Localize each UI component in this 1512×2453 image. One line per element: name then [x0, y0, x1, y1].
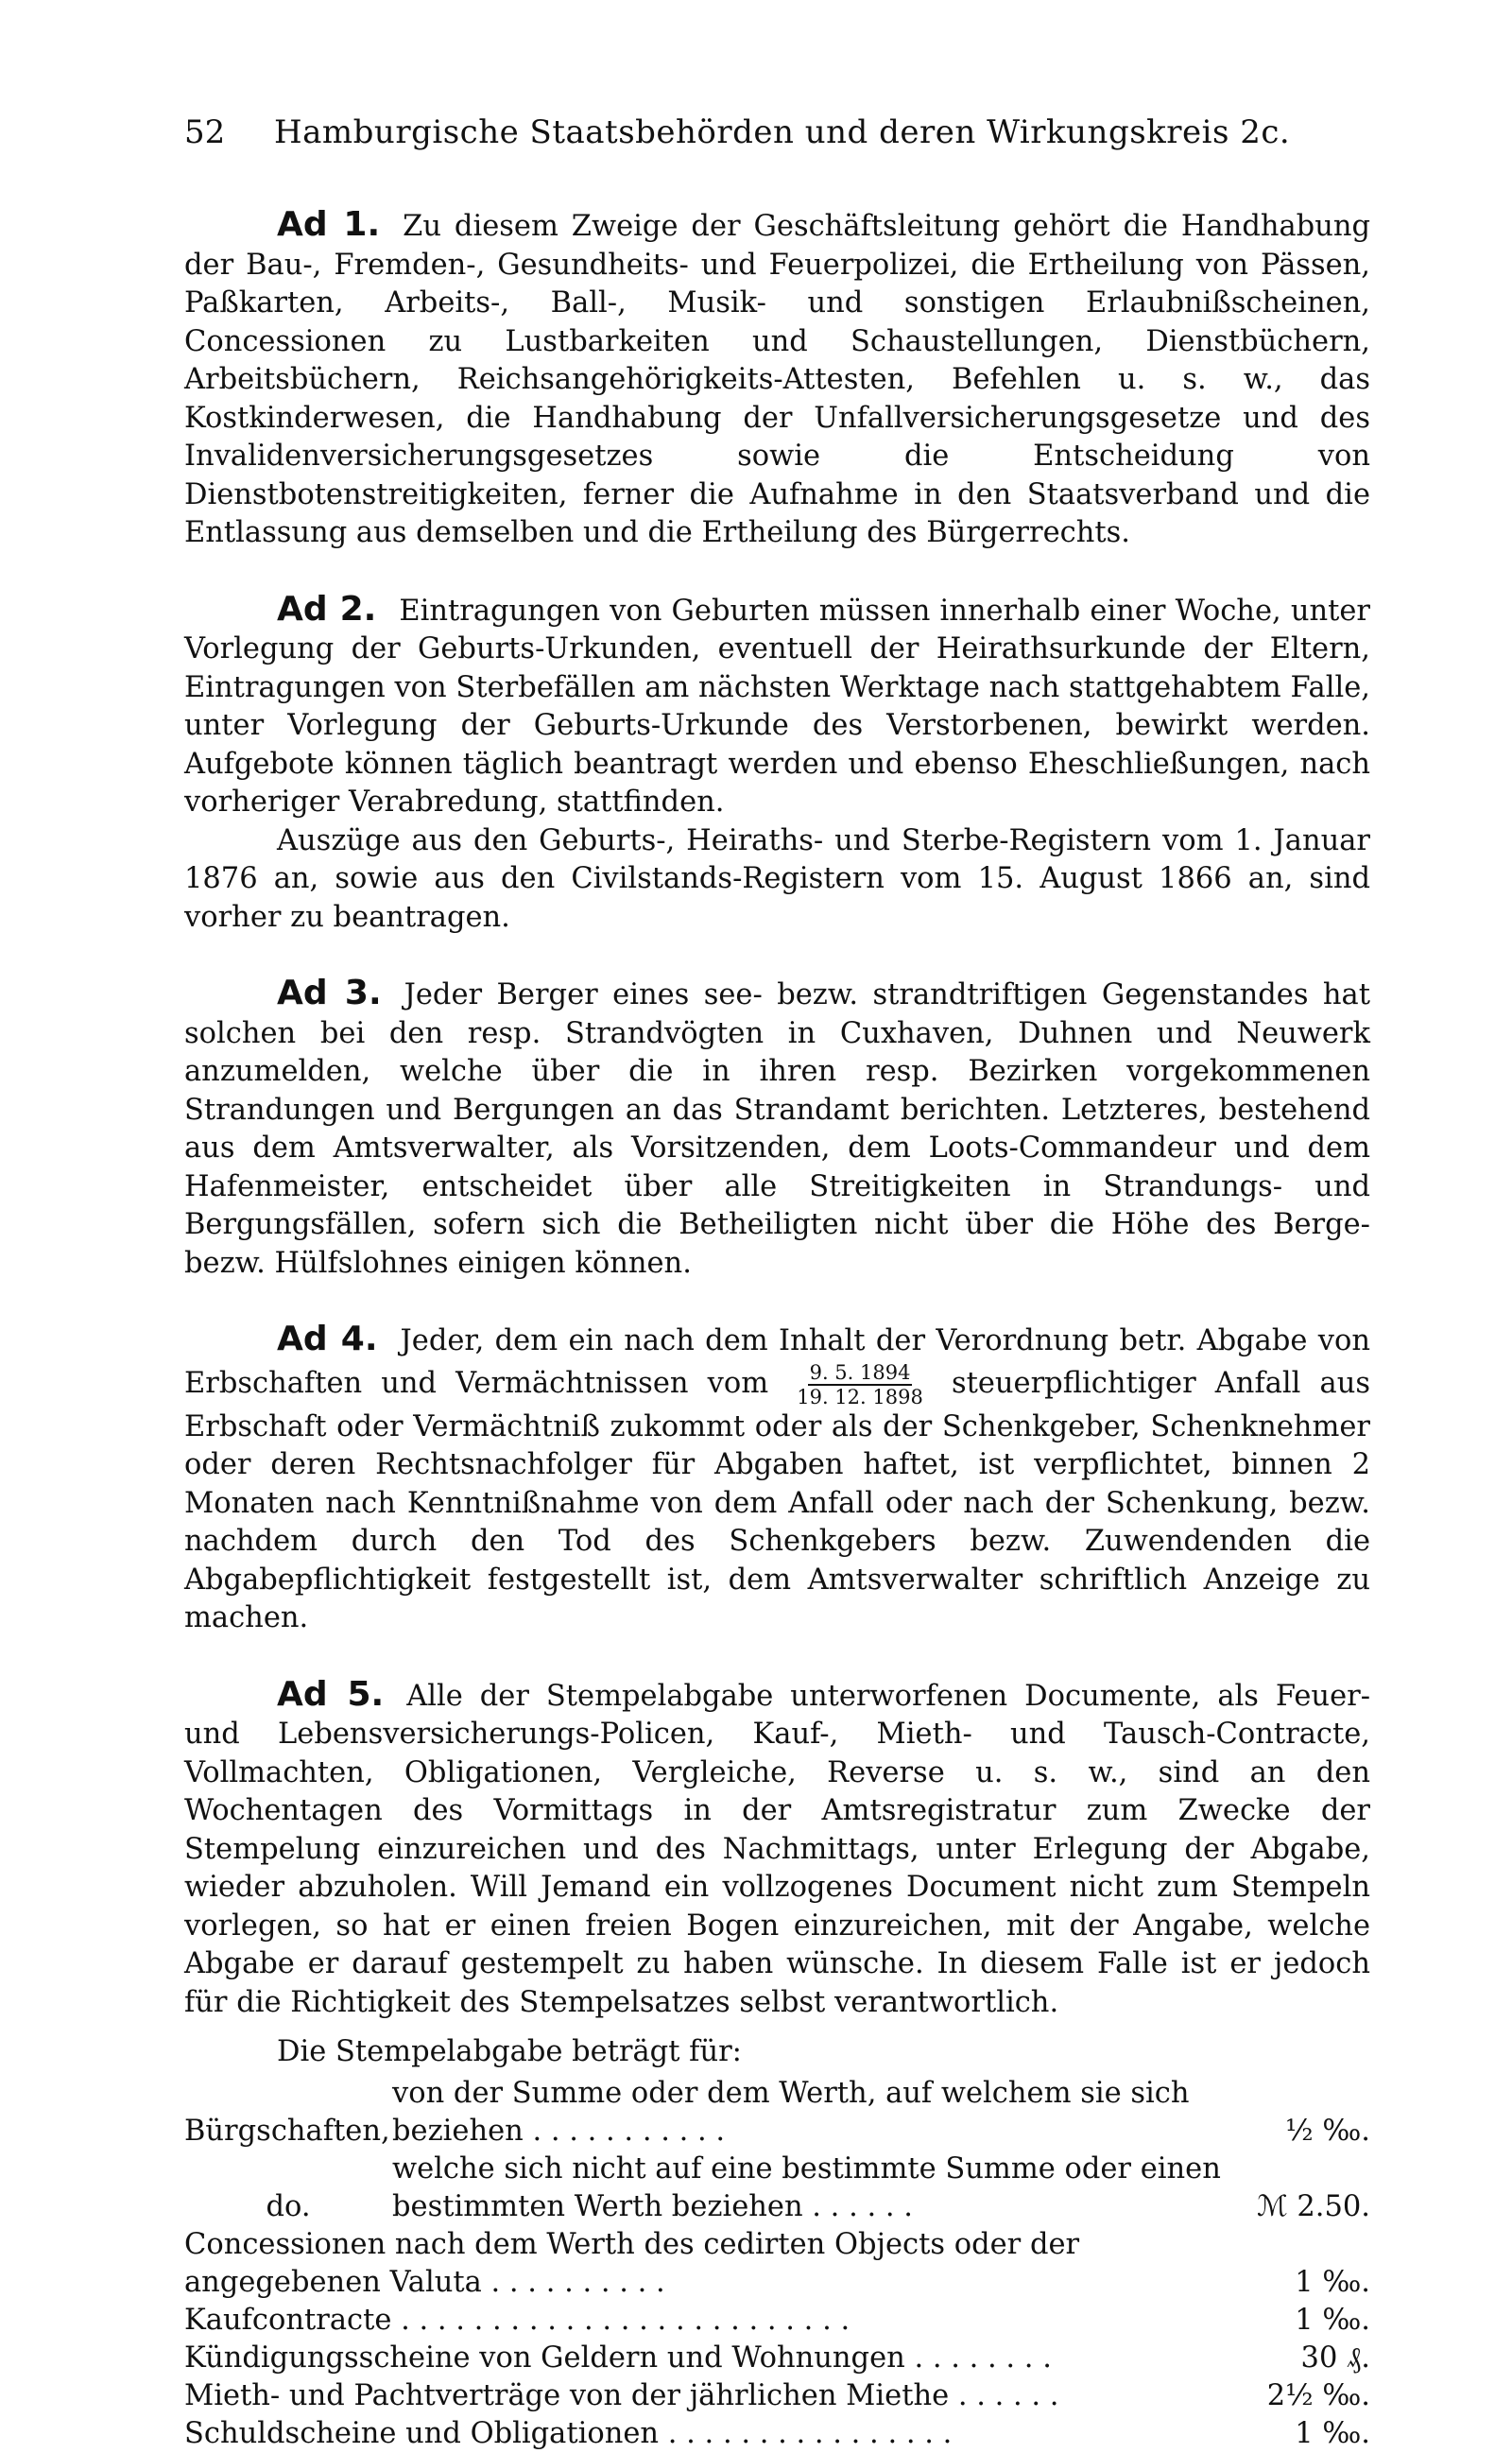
table-row [184, 2075, 1370, 2151]
section-ad-4 [184, 1321, 1370, 1638]
section-label: Ad 1. [277, 205, 381, 244]
section-paragraph [184, 975, 1370, 1283]
table-row [184, 2151, 1370, 2226]
running-title: Hamburgische Staatsbehörden und deren Wirkungskreis 2c. [274, 113, 1291, 151]
section-text: Jeder Berger eines see- bezw. strandtriftigen Gegenstandes hat solchen bei den resp. Strandvögten in Cuxhaven, Duhnen und Neuwerk anzumelden, welche über die in ihren resp. Bezirken vorgekommenen Strandungen und Bergungen an das Strandamt berichten. Letzteres, bestehend aus dem Amtsverwalter, als Vorsitzenden, dem Loots-Commandeur und dem Hafenmeister, entscheidet über alle Streitigkeiten in Strandungs- und Bergungsfällen, sofern sich die Betheiligten nicht über die Höhe des Berge- bezw. Hülfslohnes einigen können. [184, 978, 1371, 1280]
section-label: Ad 4. [277, 1320, 378, 1358]
section-label: Ad 2. [277, 589, 377, 629]
fee-value: ℳ 2.50. [1257, 2190, 1370, 2223]
fee-table [184, 2075, 1370, 2453]
fraction-numerator: 9. 5. 1894 [809, 1360, 911, 1384]
section-text: Eintragungen von Geburten müssen innerhalb einer Woche, unter Vorlegung der Geburts-Urkunden, eventuell der Heirathsurkunde der Eltern, Eintragungen von Sterbefällen am nächsten Werktage nach stattgehabtem Falle, unter Vorlegung der Geburts-Urkunde des Verstorbenen, bewirkt werden. Aufgebote können täglich beantragt werden und ebenso Eheschließungen, nach vorheriger Verabredung, stattfinden. [184, 594, 1371, 819]
fee-description: Mieth- und Pachtverträge von der jährlichen Miethe . . . . . . [184, 2379, 1059, 2412]
section-ad-1 [184, 206, 1370, 553]
table-row [184, 2377, 1370, 2415]
section-paragraph [184, 591, 1370, 822]
section-text: Alle der Stempelabgabe unterworfenen Documente, als Feuer- und Lebensversicherungs-Policen, Kauf-, Mieth- und Tausch-Contracte, Vollmachten, Obligationen, Vergleiche, Reverse u. s. w., sind an den Wochentagen des Vormittags in der Amtsregistratur zum Zwecke der Stempelung einzureichen und des Nachmittags, unter Erlegung der Abgabe, wieder abzuholen. Will Jemand ein vollzogenes Document nicht zum Stempeln vorlegen, so hat er einen freien Bogen einzureichen, mit der Angabe, welche Abgabe er darauf gestempelt zu haben wünsche. In diesem Falle ist er jedoch für die Richtigkeit des Stempelsatzes selbst verantwortlich. [184, 1679, 1371, 2019]
section-ad-3 [184, 975, 1370, 1283]
fraction-denominator: 19. 12. 1898 [797, 1385, 923, 1408]
section-text: steuerpflichtiger Anfall aus Erbschaft oder Vermächtniß zukommt oder als der Schenkgeber, Schenknehmer oder deren Rechtsnachfolger für Abgaben haftet, ist verpflichtet, binnen 2 Monaten nach Kenntnißnahme von dem Anfall oder nach der Schenkung, bezw. nachdem durch den Tod des Schenkgebers bezw. Zuwendenden die Abgabepflichtigkeit festgestellt ist, dem Amtsverwalter schriftlich Anzeige zu machen. [184, 1366, 1371, 1634]
fee-label: do. [266, 2190, 311, 2223]
table-row [184, 2226, 1370, 2302]
fee-description: Kündigungsscheine von Geldern und Wohnungen . . . . . . . . [184, 2341, 1052, 2375]
fee-description: von der Summe oder dem Werth, auf welchem sie sich beziehen . . . . . . . . . . . [392, 2077, 1190, 2148]
fee-value: 30 ₰. [1300, 2341, 1370, 2375]
table-row [184, 2340, 1370, 2377]
fee-description: Kaufcontracte . . . . . . . . . . . . . . . . . . . . . . . . . [184, 2304, 850, 2337]
section-ad-5 [184, 1676, 1370, 2023]
fee-value: 1 ‰. [1295, 2417, 1370, 2450]
section-text: Zu diesem Zweige der Geschäftsleitung gehört die Handhabung der Bau-, Fremden-, Gesundheits- und Feuerpolizei, die Ertheilung von Pässen, Paßkarten, Arbeits-, Ball-, Musik- und sonstigen Erlaubnißscheinen, Concessionen zu Lustbarkeiten und Schaustellungen, Dienstbüchern, Arbeitsbüchern, Reichsangehörigkeits-Attesten, Befehlen u. s. w., das Kostkinderwesen, die Handhabung der Unfallversicherungsgesetze und des Invalidenversicherungsgesetzes sowie die Entscheidung von Dienstbotenstreitigkeiten, ferner die Aufnahme in den Staatsverband und die Entlassung aus demselben und die Ertheilung des Bürgerrechts. [184, 210, 1371, 549]
section-paragraph [184, 1321, 1370, 1638]
table-row [184, 2302, 1370, 2340]
fee-value: 1 ‰. [1295, 2266, 1370, 2299]
fee-table-intro: Die Stempelabgabe beträgt für: [277, 2035, 742, 2068]
fee-value: ½ ‰. [1285, 2115, 1370, 2148]
section-text: Jeder, dem ein nach dem Inhalt der Verordnung betr. Abgabe von Erbschaften und Vermächtnissen vom [184, 1324, 1371, 1400]
section-label: Ad 5. [277, 1674, 385, 1714]
fee-value: 1 ‰. [1295, 2304, 1370, 2337]
section-label: Ad 3. [277, 974, 382, 1012]
section-paragraph: Auszüge aus den Geburts-, Heiraths- und Sterbe-Registern vom 1. Januar 1876 an, sowie aus den Civilstands-Registern vom 15. August 1866 an, sind vorher zu beantragen. [184, 823, 1370, 934]
fee-description: Schuldscheine und Obligationen . . . . . . . . . . . . . . . . [184, 2417, 953, 2450]
section-paragraph [184, 1676, 1370, 2023]
section-ad-2 [184, 591, 1370, 938]
fee-label: Bürgschaften, [184, 2115, 390, 2148]
fee-description: welche sich nicht auf eine bestimmte Summe oder einen bestimmten Werth beziehen . . . . . . [392, 2152, 1221, 2223]
date-fraction [797, 1361, 923, 1408]
running-header [184, 113, 1370, 151]
table-row [184, 2415, 1370, 2453]
section-paragraph [184, 206, 1370, 553]
page-number: 52 [184, 113, 226, 151]
fee-description: Concessionen nach dem Werth des cedirten Objects oder der angegebenen Valuta . . . . . . . . . . [184, 2228, 1080, 2299]
fee-value: 2½ ‰. [1266, 2379, 1370, 2412]
